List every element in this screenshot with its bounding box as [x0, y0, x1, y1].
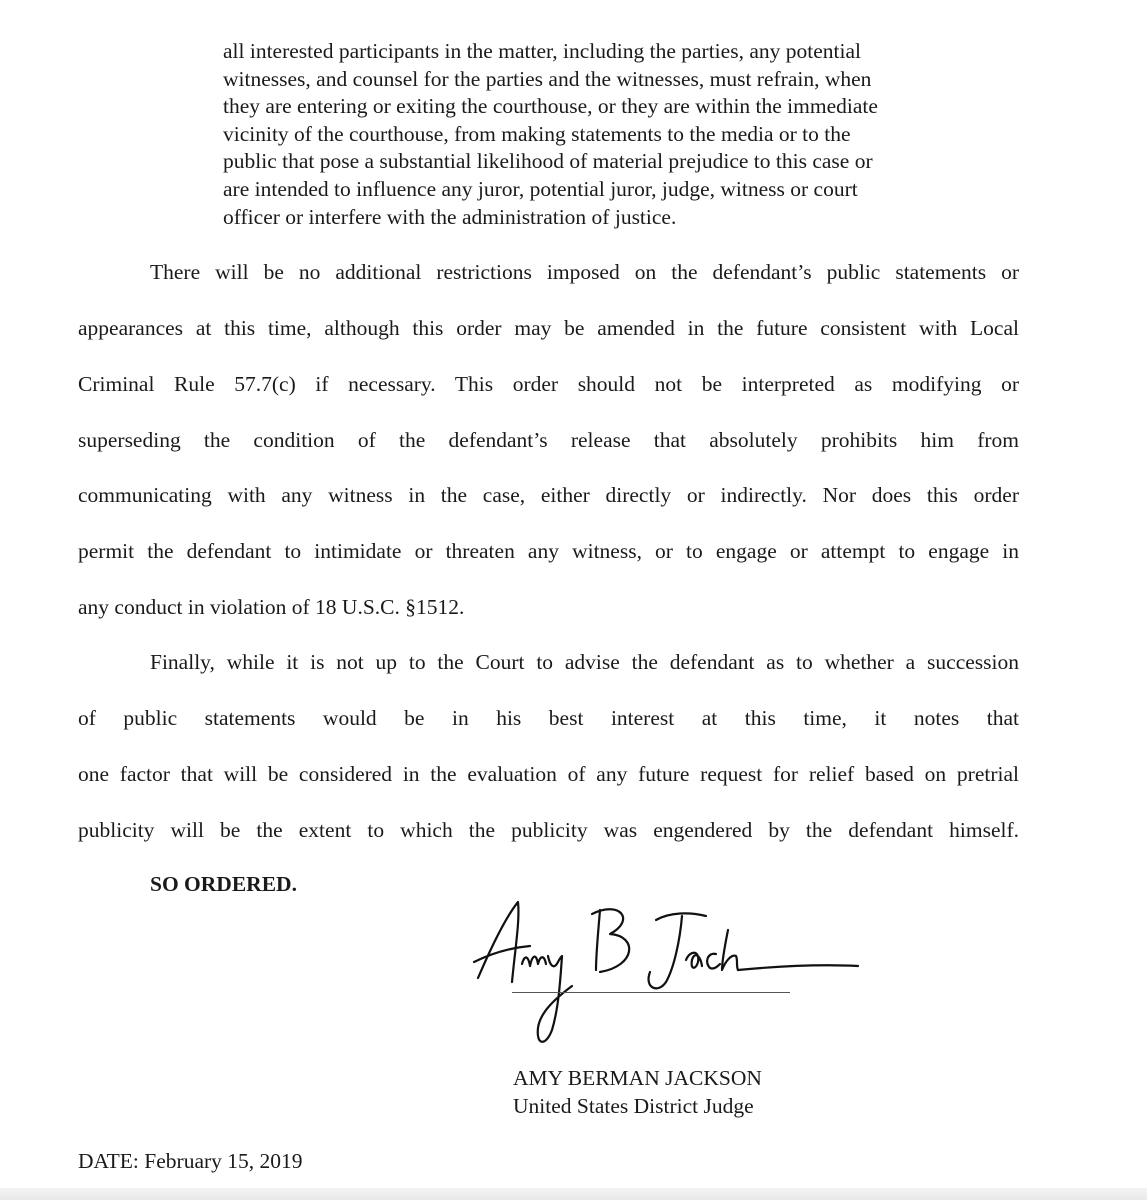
block-quote-line: public that pose a substantial likelihood of material prejudice to this case or — [223, 149, 873, 174]
paragraph-line: one factor that will be considered in the evaluation of any future request for relief based on pretrial — [78, 762, 1019, 786]
block-quote-line: officer or interfere with the administration of justice. — [223, 204, 677, 229]
paragraph-line: of public statements would be in his best interest at this time, it notes that — [78, 706, 1019, 730]
page-bottom-edge — [0, 1188, 1147, 1200]
paragraph-line: Finally, while it is not up to the Court to advise the defendant as to whether a succession — [150, 650, 1019, 674]
block-quote-line: all interested participants in the matter, including the parties, any potential — [223, 39, 861, 63]
block-quote-line: vicinity of the courthouse, from making statements to the media or to the — [223, 121, 851, 146]
judge-signature — [460, 890, 880, 1060]
paragraph-line: communicating with any witness in the case, either directly or indirectly. Nor does this order — [78, 483, 1019, 507]
block-quote-line: they are entering or exiting the courthouse, or they are within the immediate — [223, 94, 878, 119]
paragraph-line: publicity will be the extent to which the publicity was engendered by the defendant himself. — [78, 818, 1019, 842]
paragraph-line: Criminal Rule 57.7(c) if necessary. This order should not be interpreted as modifying or — [78, 372, 1019, 396]
judge-title: United States District Judge — [513, 1094, 754, 1118]
block-quote — [223, 38, 953, 231]
so-ordered-heading: SO ORDERED. — [150, 872, 297, 896]
document-date: DATE: February 15, 2019 — [78, 1149, 303, 1173]
block-quote-line: are intended to influence any juror, potential juror, judge, witness or court — [223, 176, 858, 201]
signature-line — [512, 992, 790, 993]
paragraph-line: any conduct in violation of 18 U.S.C. §1512. — [78, 595, 465, 619]
paragraph-line: superseding the condition of the defendant’s release that absolutely prohibits him from — [78, 428, 1019, 452]
paragraph-line: There will be no additional restrictions imposed on the defendant’s public statements or — [150, 260, 1019, 284]
judge-name: AMY BERMAN JACKSON — [513, 1066, 762, 1090]
paragraph-line: appearances at this time, although this order may be amended in the future consistent with Local — [78, 316, 1019, 340]
block-quote-line: witnesses, and counsel for the parties and the witnesses, must refrain, when — [223, 66, 872, 91]
paragraph-line: permit the defendant to intimidate or threaten any witness, or to engage or attempt to engage in — [78, 539, 1019, 563]
